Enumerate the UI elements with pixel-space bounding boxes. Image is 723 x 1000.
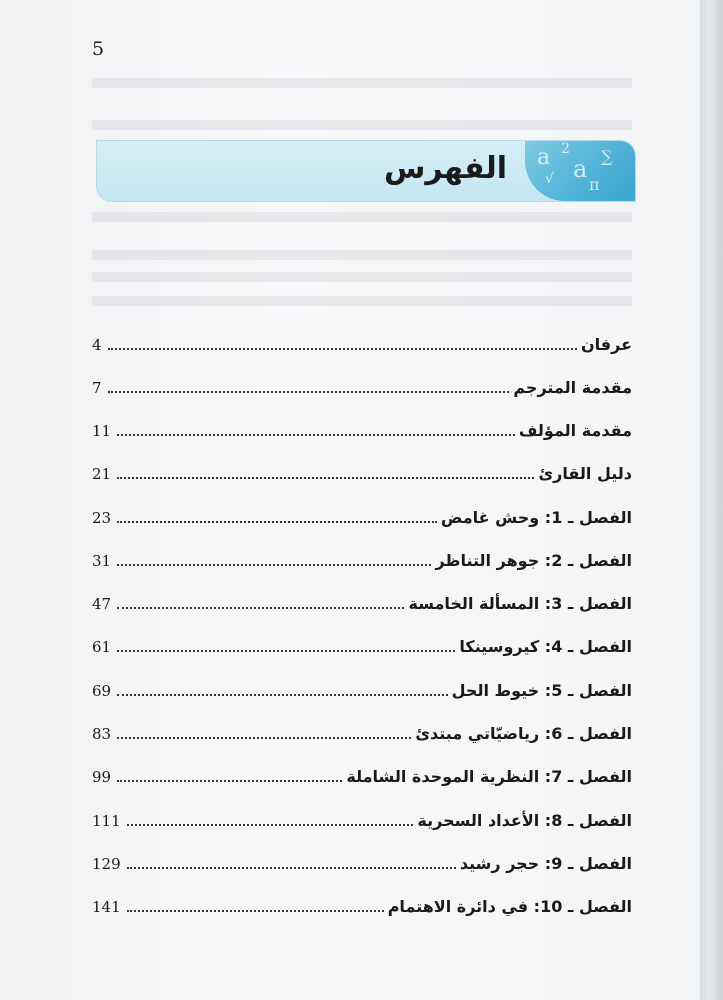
toc-entry-page: 69: [92, 682, 112, 700]
toc-entry: [92, 674, 632, 702]
toc-dot-leader: [108, 348, 577, 350]
toc-dot-leader: [117, 434, 515, 436]
show-through-line: [92, 272, 632, 282]
toc-entry: [92, 890, 632, 918]
toc-entry: [92, 804, 632, 832]
page-edge: [700, 0, 723, 1000]
toc-entry: [92, 371, 632, 399]
toc-entry: [92, 587, 632, 615]
toc-dot-leader: [117, 650, 455, 652]
toc-entry: [92, 630, 632, 658]
toc-entry-title: الفصل ـ 9: حجر رشيد: [459, 854, 632, 873]
show-through-line: [92, 78, 632, 88]
toc-entry-page: 23: [92, 509, 112, 527]
toc-entry: [92, 457, 632, 485]
show-through-line: [92, 296, 632, 306]
page-title: الفهرس: [383, 151, 507, 186]
toc-entry-page: 4: [92, 336, 102, 354]
toc-dot-leader: [127, 867, 456, 869]
toc-entry-title: الفصل ـ 10: في دائرة الاهتمام: [387, 897, 632, 916]
toc-entry-page: 111: [92, 812, 121, 830]
toc-entry-title: الفصل ـ 1: وحش غامض: [440, 508, 632, 527]
page-number: 5: [92, 38, 105, 60]
toc-entry-page: 99: [92, 768, 112, 786]
toc-entry-page: 83: [92, 725, 112, 743]
toc-entry: [92, 328, 632, 356]
toc-entry: [92, 760, 632, 788]
toc-entry-title: الفصل ـ 3: المسألة الخامسة: [408, 594, 632, 613]
toc-dot-leader: [117, 564, 431, 566]
toc-dot-leader: [117, 737, 411, 739]
toc-entry-title: الفصل ـ 7: النظرية الموحدة الشاملة: [346, 767, 632, 786]
toc-entry-title: مقدمة المؤلف: [518, 421, 632, 440]
toc-entry-page: 61: [92, 638, 112, 656]
toc-entry-title: الفصل ـ 8: الأعداد السحرية: [417, 811, 632, 830]
show-through-line: [92, 212, 632, 222]
show-through-line: [92, 120, 632, 130]
toc-entry: [92, 847, 632, 875]
toc-entry: [92, 414, 632, 442]
toc-dot-leader: [127, 824, 413, 826]
toc-entry: [92, 501, 632, 529]
toc-dot-leader: [117, 780, 342, 782]
toc-entry-page: 21: [92, 465, 112, 483]
toc-entry-page: 31: [92, 552, 112, 570]
toc-entry: [92, 544, 632, 572]
show-through-line: [92, 250, 632, 260]
toc-entry: [92, 717, 632, 745]
toc-dot-leader: [117, 607, 404, 609]
toc-entry-title: الفصل ـ 6: رياضيّاتي مبتدئ: [415, 724, 632, 743]
toc-dot-leader: [117, 521, 437, 523]
toc-dot-leader: [127, 910, 384, 912]
toc-entry-title: الفصل ـ 5: خيوط الحل: [451, 681, 632, 700]
toc-entry-title: الفصل ـ 4: كيروسينكا: [459, 637, 632, 656]
math-symbols-icon: a 2 a ∑ √ π: [525, 141, 635, 201]
toc-entry-page: 7: [92, 379, 102, 397]
toc-entry-page: 141: [92, 898, 121, 916]
toc-entry-title: دليل القارئ: [538, 464, 632, 483]
toc-entry-title: عرفان: [580, 335, 632, 354]
toc-dot-leader: [117, 477, 534, 479]
toc-dot-leader: [108, 391, 509, 393]
heading-banner: [96, 140, 636, 202]
toc-entry-page: 129: [92, 855, 121, 873]
toc-entry-title: مقدمة المترجم: [513, 378, 632, 397]
toc-entry-page: 11: [92, 422, 112, 440]
toc-dot-leader: [117, 694, 448, 696]
toc-entry-page: 47: [92, 595, 112, 613]
toc-entry-title: الفصل ـ 2: جوهر التناظر: [435, 551, 632, 570]
